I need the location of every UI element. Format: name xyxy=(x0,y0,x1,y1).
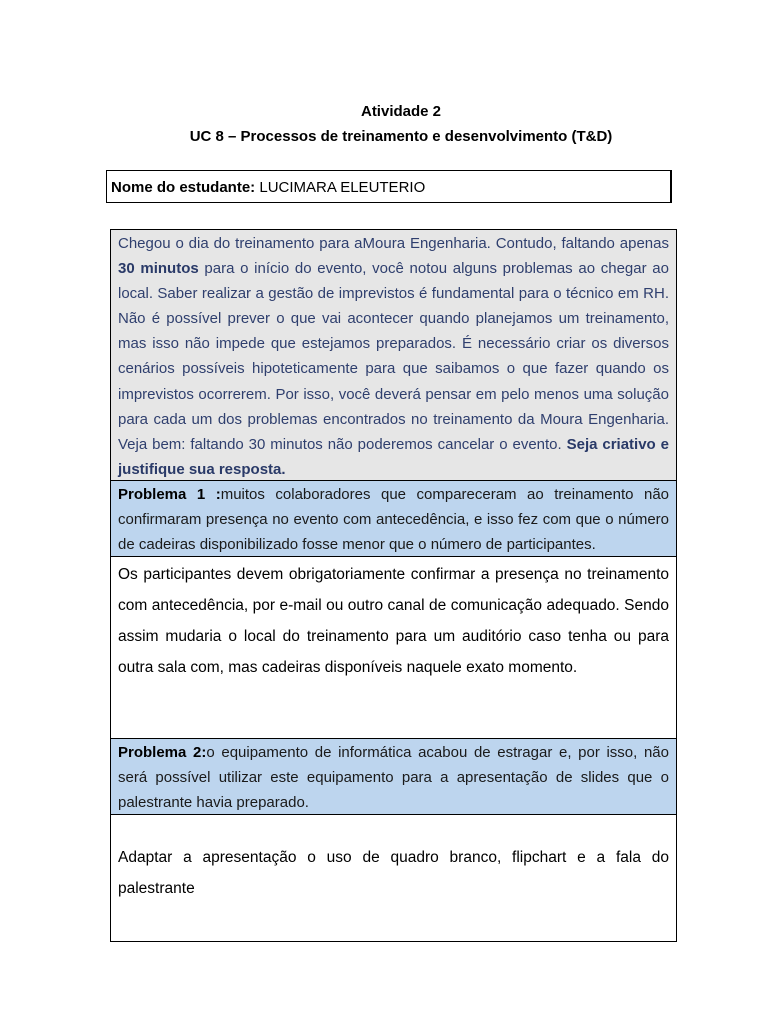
intro-bold-instruction: Seja criativo e justifique sua resposta. xyxy=(118,435,669,478)
answer-2-text: Adaptar a apresentação o uso de quadro branco, flipchart e a fala do palestrante xyxy=(118,849,669,897)
activity-title: Atividade 2 xyxy=(360,103,442,120)
problem-2-paragraph xyxy=(118,740,669,815)
intro-paragraph xyxy=(118,231,669,482)
student-name-field xyxy=(106,170,672,203)
problem-1-cell xyxy=(110,480,677,557)
activity-subtitle: UC 8 – Processos de treinamento e desenvolvimento (T&D) xyxy=(189,128,613,145)
student-name-label: Nome do estudante: xyxy=(111,179,256,196)
answer-2-cell xyxy=(110,814,677,942)
problem-2-cell xyxy=(110,738,677,815)
problem-1-label: Problema 1 : xyxy=(118,486,221,503)
intro-text-cell xyxy=(110,229,677,481)
problem-2-text: o equipamento de informática acabou de estragar e, por isso, não será possível utilizar este equipamento para a apresentação de slides que o palestrante havia preparado. xyxy=(118,744,669,811)
intro-part1: Chegou o dia do treinamento para aMoura Engenharia. Contudo, faltando apenas xyxy=(118,235,669,252)
problem-2-label: Problema 2: xyxy=(118,744,207,761)
intro-bold-time: 30 minutos xyxy=(118,260,199,278)
student-name-value: LUCIMARA ELEUTERIO xyxy=(259,179,426,196)
problem-1-text: muitos colaboradores que compareceram ao treinamento não confirmaram presença no evento com antecedência, e isso fez com que o número de cadeiras disponibilizado fosse menor que o número de participantes. xyxy=(118,486,669,553)
answer-1-text: Os participantes devem obrigatoriamente confirmar a presença no treinamento com antecedência, por e-mail ou outro canal de comunicação adequado. Sendo assim mudaria o local do treinamento para um auditório caso tenha ou para outra sala com, mas cadeiras disponíveis naquele exato momento. xyxy=(118,566,669,676)
intro-part2: para o início do evento, você notou alguns problemas ao chegar ao local. Saber realizar a gestão de imprevistos é fundamental para o técnico em RH. Não é possível prever o que vai acontecer quando planejamos um treinamento, mas isso não impede que estejamos preparados. É necessário criar os diversos cenários possíveis hipoteticamente para que saibamos o que fazer quando os imprevistos ocorrerem. Por isso, você deverá pensar em pelo menos uma solução para cada um dos problemas encontrados no treinamento da Moura Engenharia. Veja bem: faltando 30 minutos não poderemos cancelar o evento. xyxy=(118,260,669,453)
answer-1-cell xyxy=(110,556,677,739)
problem-1-paragraph xyxy=(118,482,669,557)
